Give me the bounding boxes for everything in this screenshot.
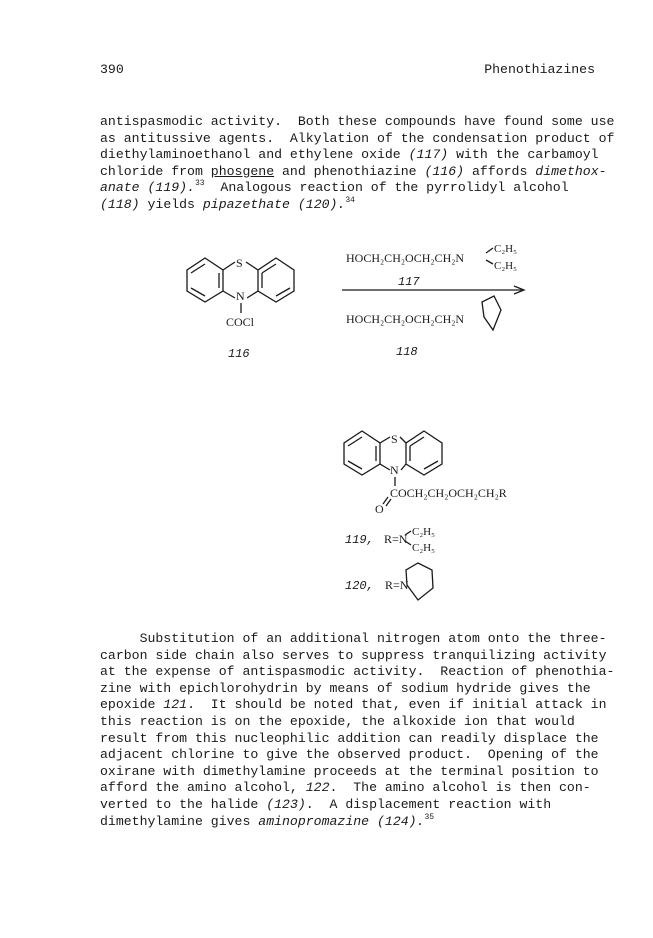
text-line: afford the amino alcohol, 122. The amino alcohol is then con- — [100, 780, 591, 796]
arrow-label-117: 117 — [398, 275, 420, 289]
compound-label-118: 118 — [396, 345, 418, 359]
product-side-chain: COCH₂CH₂OCH₂CH₂R — [390, 486, 507, 500]
ethyl-group-top: C₂H₅ — [494, 243, 517, 255]
compound-ref: (123) — [266, 796, 306, 812]
cocl-group: COCl — [226, 315, 255, 329]
product-sulfur-atom: S — [391, 432, 398, 446]
ethyl-group-top-119: C₂H₅ — [412, 526, 435, 538]
text-line: chloride from phosgene and phenothiazine (116) affords dimethox- — [100, 163, 607, 179]
running-title: Phenothiazines — [484, 62, 595, 77]
citation: 35 — [424, 812, 435, 822]
text-line: this reaction is on the epoxide, the alkoxide ion that would — [100, 713, 575, 729]
product-nitrogen-atom: N — [390, 463, 399, 477]
compound-ref: (118) — [100, 196, 140, 212]
text-line: at the expense of antispasmodic activity. Reaction of phenothia- — [100, 664, 615, 680]
r-definition-119: R=N — [384, 532, 408, 546]
compound-ref: (116) — [424, 163, 465, 179]
text-line: adjacent chlorine to give the observed product. Opening of the — [100, 747, 599, 763]
nitrogen-atom: N — [236, 289, 245, 303]
text-line: oxirane with dimethylamine proceeds at the terminal position to — [100, 763, 599, 779]
text-line: as antitussive agents. Alkylation of the condensation product of — [100, 130, 615, 146]
drug-name: pipazethate — [202, 196, 290, 212]
text-line: anate (119).$^{33}$ Analogous reaction of the pyrrolidyl alcohol — [100, 179, 569, 196]
drug-name: aminopromazine — [258, 813, 370, 829]
r-definition-120: R=N — [385, 578, 409, 592]
compound-label-119: 119, — [345, 533, 374, 547]
compound-label-120: 120, — [345, 579, 374, 593]
sulfur-atom: S — [236, 256, 243, 270]
text-line: result from this nucleophilic addition can readily displace the — [100, 730, 599, 746]
reagent-117-chain: HOCH₂CH₂OCH₂CH₂N — [346, 251, 465, 265]
citation: 33 — [194, 179, 205, 189]
compound-ref: (117) — [408, 147, 449, 163]
text-line: dimethylamine gives aminopromazine (124).$^{35}$ — [100, 812, 435, 829]
compound-label-116: 116 — [228, 347, 250, 361]
paragraph-2 — [100, 631, 615, 830]
pyrrolidine-ring-120 — [406, 563, 433, 600]
text-line: Substitution of an additional nitrogen atom onto the three- — [100, 631, 607, 646]
ethyl-group-bottom-119: C₂H₅ — [412, 542, 435, 554]
text-line: carbon side chain also serves to suppress tranquilizing activity — [100, 647, 607, 663]
pyrrolidine-ring-118 — [482, 296, 501, 330]
citation: 34 — [345, 195, 355, 205]
text-line: verted to the halide (123). A displacement reaction with — [100, 796, 552, 812]
page-number: 390 — [100, 62, 124, 77]
text-line: zine with epichlorohydrin by means of sodium hydride gives the — [100, 680, 591, 696]
compound-ref: 122 — [305, 780, 330, 796]
text-line: antispasmodic activity. Both these compounds have found some use — [100, 114, 615, 129]
compound-ref: 121 — [163, 697, 188, 713]
text-line: diethylaminoethanol and ethylene oxide (117) with the carbamoyl — [100, 147, 599, 163]
drug-name: anate — [100, 180, 140, 196]
ethyl-group-bottom: C₂H₅ — [494, 260, 517, 272]
reagent-118-chain: HOCH₂CH₂OCH₂CH₂N — [346, 312, 465, 326]
text-line: (118) yields pipazethate (120).$^{34}$ — [100, 195, 355, 212]
carbonyl-oxygen: O — [375, 502, 384, 516]
text-line: epoxide 121. It should be noted that, even if initial attack in — [100, 697, 607, 713]
drug-name: dimethox- — [535, 163, 607, 179]
